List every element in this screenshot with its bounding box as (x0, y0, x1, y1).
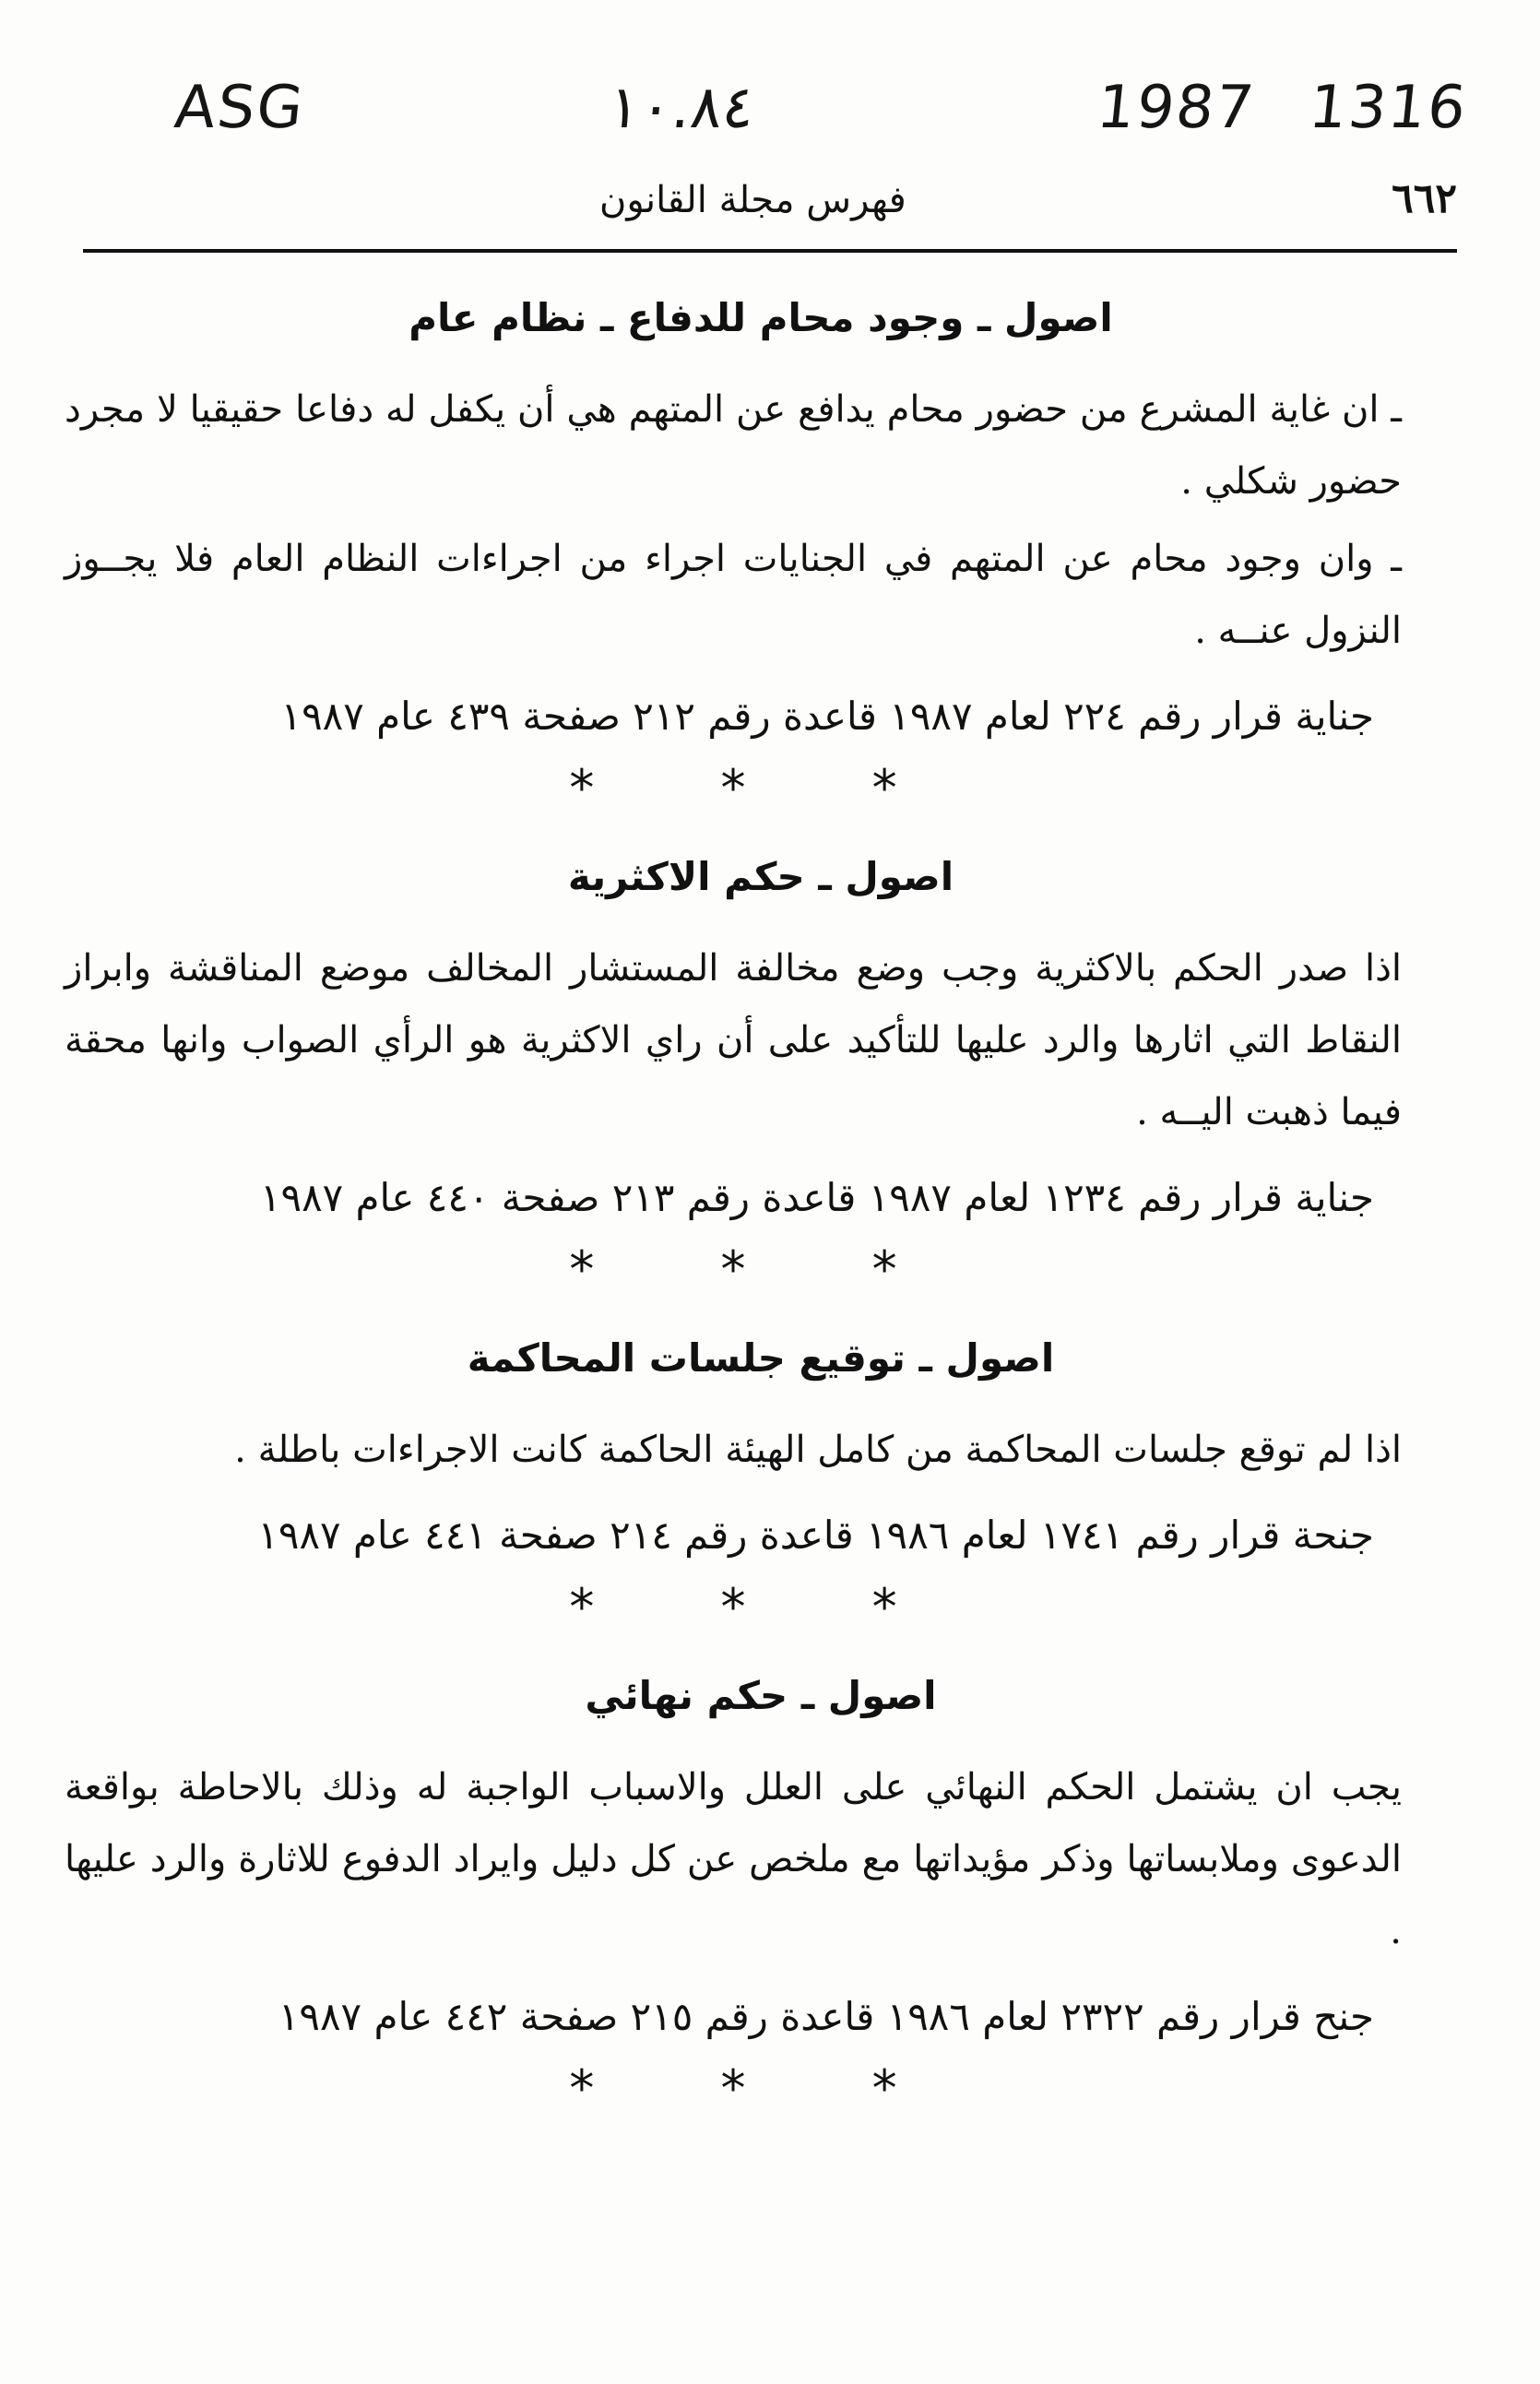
header-rule (83, 249, 1457, 253)
section-title: اصول ـ وجود محام للدفاع ـ نظام عام (409, 295, 1113, 340)
section-majority-ruling (65, 854, 1457, 1299)
section-trial-sessions-signature (65, 1335, 1457, 1636)
section-final-ruling (65, 1673, 1457, 2117)
paragraph: ـ ان غاية المشرع من حضور محام يدافع عن المتهم هي أن يكفل له دفاعا حقيقيا لا مجرد حضور شكلي . (65, 388, 1402, 503)
section-title: اصول ـ حكم الاكثرية (567, 854, 954, 899)
handwritten-code: ASG (172, 74, 308, 142)
citation: جنح قرار رقم ٢٣٢٢ لعام ١٩٨٦ قاعدة رقم ٢١٥ صفحة ٤٤٢ عام ١٩٨٧ (278, 1994, 1374, 2039)
citation: جناية قرار رقم ١٢٣٤ لعام ١٩٨٧ قاعدة رقم ٢١٣ صفحة ٤٤٠ عام ١٩٨٧ (259, 1175, 1374, 1220)
handwritten-issue-number: ١٠.٨٤ (605, 74, 758, 142)
paragraph: اذا لم توقع جلسات المحاكمة من كامل الهيئة الحاكمة كانت الاجراءات باطلة . (234, 1429, 1402, 1471)
paragraph: يجب ان يشتمل الحكم النهائي على العلل والاسباب الواجبة له وذلك بالاحاطة بواقعة الدعوى وملابساتها وذكر مؤيداتها مع ملخص عن كل دليل وايراد الدفوع للاثارة والرد عليها . (65, 1766, 1402, 1952)
page-number: ٦٦٢ (1392, 175, 1457, 222)
separator-stars: * * * (569, 2059, 953, 2117)
page-content (65, 277, 1457, 2154)
paragraph: ـ وان وجود محام عن المتهم في الجنايات اجراء من اجراءات النظام العام فلا يجــوز النزول عنــه . (65, 538, 1402, 652)
separator-stars: * * * (569, 1240, 953, 1299)
section-defense-lawyer (65, 295, 1457, 817)
page-header (83, 175, 1457, 240)
paragraph: اذا صدر الحكم بالاكثرية وجب وضع مخالفة المستشار المخالف موضع المناقشة وابراز النقاط التي اثارها والرد عليها للتأكيد على أن راي الاكثرية هو الرأي الصواب وانها محقة فيما ذهبت اليــه . (65, 947, 1402, 1133)
citation: جناية قرار رقم ٢٢٤ لعام ١٩٨٧ قاعدة رقم ٢١٢ صفحة ٤٣٩ عام ١٩٨٧ (280, 694, 1374, 739)
citation: جنحة قرار رقم ١٧٤١ لعام ١٩٨٦ قاعدة رقم ٢١٤ صفحة ٤٤١ عام ١٩٨٧ (257, 1512, 1374, 1558)
handwritten-year: 1987 (1094, 74, 1259, 142)
section-title: اصول ـ حكم نهائي (585, 1673, 937, 1718)
separator-stars: * * * (569, 1578, 953, 1636)
separator-stars: * * * (569, 759, 953, 817)
journal-title: فهرس مجلة القانون (599, 179, 906, 221)
handwritten-reference: 1316 (1306, 74, 1471, 142)
section-title: اصول ـ توقيع جلسات المحاكمة (467, 1335, 1055, 1381)
